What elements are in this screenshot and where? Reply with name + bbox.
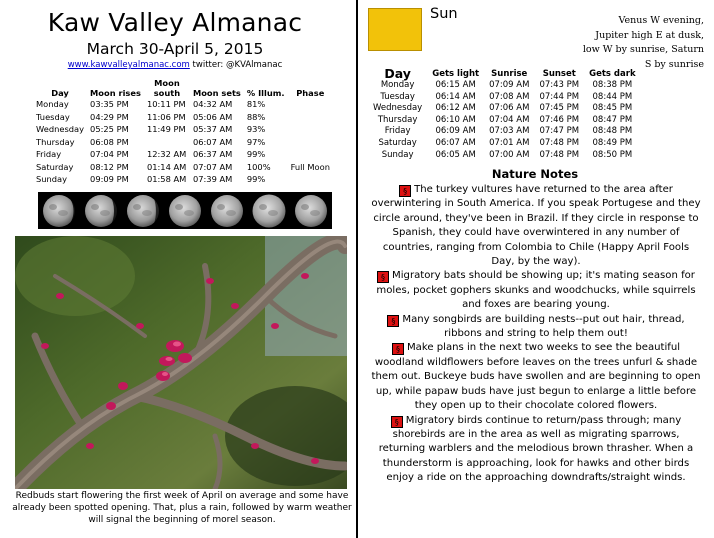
nature-note-text: The turkey vultures have returned to the area after overwintering in South America. If you speak Portugese and they circle around, they've been in Brazil. If they circle in response to Spanish, they could have overwintered in any number of countries, ranging from Colombia to Chile (Happy April Fools Day, by the way). <box>371 184 701 268</box>
nature-notes-title: Nature Notes <box>491 167 579 181</box>
note-bullet-icon: § <box>391 416 403 428</box>
nature-note <box>370 269 702 312</box>
sun-dark: 08:38 PM <box>592 80 633 90</box>
table-row <box>368 150 641 162</box>
website-link[interactable]: www.kawvalleyalmanac.com <box>67 60 190 70</box>
table-row <box>33 98 333 111</box>
redbud-photo <box>15 236 347 489</box>
moon-day: Friday <box>36 149 62 159</box>
sun-set: 07:45 PM <box>539 103 580 114</box>
moon-illum: 99% <box>246 149 266 159</box>
planets-line: Jupiter high E at dusk, <box>595 29 704 41</box>
moon-day: Wednesday <box>36 124 85 134</box>
planets-line: low W by sunrise, Saturn <box>582 44 704 55</box>
moon-south: 01:14 AM <box>146 161 187 172</box>
nature-note-text: Many songbirds are building nests--put out hair, thread, ribbons and string to help them out! <box>402 313 685 340</box>
note-bullet-icon: § <box>377 271 389 283</box>
sun-day: Friday <box>384 126 411 137</box>
moon-phase-icon <box>38 192 79 229</box>
sun-day: Sunday <box>381 149 414 160</box>
moon-phase <box>288 173 333 186</box>
planets-line: S by sunrise <box>644 58 704 70</box>
moon-illum: 88% <box>246 111 266 122</box>
sun-rise: 07:06 AM <box>489 103 530 114</box>
twitter-handle: twitter: @KVAlmanac <box>192 60 283 70</box>
page-divider <box>356 0 358 538</box>
sun-light: 06:09 AM <box>435 126 476 137</box>
table-row <box>33 123 333 136</box>
nature-note-text: Make plans in the next two weeks to see the beautiful woodland wildflowers before leaves on the trees unfurl & shade them out. Buckeye buds have swollen and are beginning to open up, while papaw buds have just begun to enlarge a little before they open up to their chocolate colored flowers. <box>371 342 701 412</box>
moon-south: 10:11 PM <box>146 99 186 109</box>
moon-set: 06:37 AM <box>192 149 233 159</box>
table-row <box>33 173 333 186</box>
sun-rise: 07:03 AM <box>489 126 530 137</box>
nature-note <box>370 341 702 413</box>
moon-phase <box>288 148 333 161</box>
sun-set: 07:46 PM <box>539 114 580 125</box>
table-row <box>368 92 641 104</box>
sun-light: 06:14 AM <box>435 91 476 102</box>
moon-col-phase: Phase <box>296 88 325 98</box>
moon-day: Saturday <box>36 161 74 172</box>
moon-phase-icon <box>122 192 163 229</box>
sun-col-day: Day <box>384 66 411 81</box>
sun-light: 06:15 AM <box>435 80 476 90</box>
table-row <box>368 115 641 127</box>
sun-day: Monday <box>380 80 415 90</box>
sun-set: 07:47 PM <box>539 126 580 137</box>
sun-label: Sun <box>430 6 458 22</box>
sun-rise: 07:08 AM <box>489 91 530 102</box>
moon-south: 11:06 PM <box>146 111 186 122</box>
moon-day: Monday <box>36 99 69 109</box>
moon-rise: 06:08 PM <box>90 136 129 147</box>
moon-phase-icon <box>291 192 332 229</box>
moon-table <box>33 78 333 186</box>
nature-note <box>370 414 702 486</box>
moon-phase-icon <box>164 192 205 229</box>
table-row <box>368 126 641 138</box>
table-row <box>368 138 641 150</box>
nature-notes <box>370 183 702 486</box>
moon-phase: Full Moon <box>290 161 330 172</box>
left-page <box>0 0 356 538</box>
moon-phase <box>288 111 333 124</box>
moon-set: 07:07 AM <box>192 161 233 172</box>
sun-rise: 07:00 AM <box>489 149 530 160</box>
sun-icon <box>368 8 422 51</box>
moon-day: Tuesday <box>36 111 70 122</box>
moon-illum: 97% <box>246 136 266 147</box>
moon-illum: 100% <box>246 161 271 172</box>
moon-phase <box>288 123 333 136</box>
moon-set: 06:07 AM <box>192 136 233 147</box>
sun-dark: 08:50 PM <box>592 149 633 160</box>
moon-illum: 81% <box>246 99 266 109</box>
moon-col-south: Moon south <box>153 78 181 98</box>
moon-rise: 03:35 PM <box>90 99 129 109</box>
sun-day: Wednesday <box>373 103 423 114</box>
moon-set: 07:39 AM <box>192 174 233 184</box>
sun-light: 06:10 AM <box>435 114 476 125</box>
sun-dark: 08:48 PM <box>592 126 633 137</box>
moon-phase-icon <box>249 192 290 229</box>
sun-set: 07:43 PM <box>539 80 580 90</box>
sun-day: Tuesday <box>380 91 415 102</box>
sun-dark: 08:45 PM <box>592 103 633 114</box>
nature-note-text: Migratory bats should be showing up; it's mating season for moles, pocket gophers skunks and woodchucks, while squirrels and foxes are bearing young. <box>376 270 696 311</box>
note-bullet-icon: § <box>399 185 411 197</box>
moon-south <box>144 136 190 149</box>
moon-south: 11:49 PM <box>146 124 186 134</box>
sun-light: 06:07 AM <box>435 137 476 148</box>
moon-col-set: Moon sets <box>192 88 241 98</box>
web-line <box>0 60 350 70</box>
sun-set: 07:48 PM <box>539 149 580 160</box>
moon-phase-strip <box>38 192 332 229</box>
moon-rise: 04:29 PM <box>90 111 129 122</box>
sun-rise: 07:09 AM <box>489 80 530 90</box>
nature-note <box>370 183 702 269</box>
table-row <box>368 80 641 92</box>
table-row <box>33 161 333 174</box>
sun-light: 06:12 AM <box>435 103 476 114</box>
note-bullet-icon: § <box>392 343 404 355</box>
moon-set: 04:32 AM <box>192 99 233 109</box>
moon-rise: 07:04 PM <box>90 149 129 159</box>
moon-set: 05:06 AM <box>192 111 233 122</box>
moon-phase-icon <box>207 192 248 229</box>
sun-col-light: Gets light <box>432 69 480 79</box>
sun-col-dark: Gets dark <box>589 69 636 79</box>
planets-line: Venus W evening, <box>618 15 704 26</box>
moon-rise: 05:25 PM <box>90 124 129 134</box>
nature-note <box>370 313 702 342</box>
sun-set: 07:48 PM <box>539 137 580 148</box>
table-row <box>368 103 641 115</box>
sun-dark: 08:44 PM <box>592 91 633 102</box>
sun-col-rise: Sunrise <box>491 69 528 79</box>
sun-rise: 07:01 AM <box>489 137 530 148</box>
moon-day: Thursday <box>36 136 75 147</box>
moon-day: Sunday <box>36 174 68 184</box>
moon-rise: 08:12 PM <box>90 161 129 172</box>
sun-col-set: Sunset <box>542 69 576 79</box>
nature-note-text: Migratory birds continue to return/pass through; many shorebirds are in the area as well as migrating sparrows, returning warblers and the melodious brown thrasher. When a thunderstorm is approaching, look for hawks and other birds enjoy a ride on the approaching downdrafts/straight winds. <box>378 414 694 484</box>
sun-set: 07:44 PM <box>539 91 580 102</box>
sun-day: Saturday <box>378 137 417 148</box>
sun-dark: 08:49 PM <box>592 137 633 148</box>
sun-rise: 07:04 AM <box>489 114 530 125</box>
planets-note <box>532 14 704 72</box>
photo-caption: Redbuds start flowering the first week of April on average and some have already been spotted opening. That, plus a rain, followed by warm weather will signal the beginning of morel season. <box>12 491 352 525</box>
right-page <box>362 0 714 538</box>
table-row <box>33 148 333 161</box>
table-row <box>33 111 333 124</box>
sun-light: 06:05 AM <box>435 149 476 160</box>
note-bullet-icon: § <box>387 315 399 327</box>
moon-col-day: Day <box>51 88 69 98</box>
moon-south: 12:32 AM <box>146 149 187 159</box>
moon-illum: 99% <box>246 174 266 184</box>
sun-dark: 08:47 PM <box>592 114 633 125</box>
moon-rise: 09:09 PM <box>90 174 129 184</box>
page-title: Kaw Valley Almanac <box>47 8 303 37</box>
moon-col-illum: % Illum. <box>246 88 285 98</box>
sun-table <box>368 68 641 161</box>
moon-phase <box>288 136 333 149</box>
moon-col-rise: Moon rises <box>90 88 141 98</box>
moon-south: 01:58 AM <box>146 174 187 184</box>
moon-phase-icon <box>80 192 121 229</box>
sun-day: Thursday <box>377 114 418 125</box>
moon-phase <box>288 98 333 111</box>
table-row <box>33 136 333 149</box>
moon-set: 05:37 AM <box>192 124 233 134</box>
date-range: March 30-April 5, 2015 <box>86 40 264 58</box>
moon-illum: 93% <box>246 124 266 134</box>
